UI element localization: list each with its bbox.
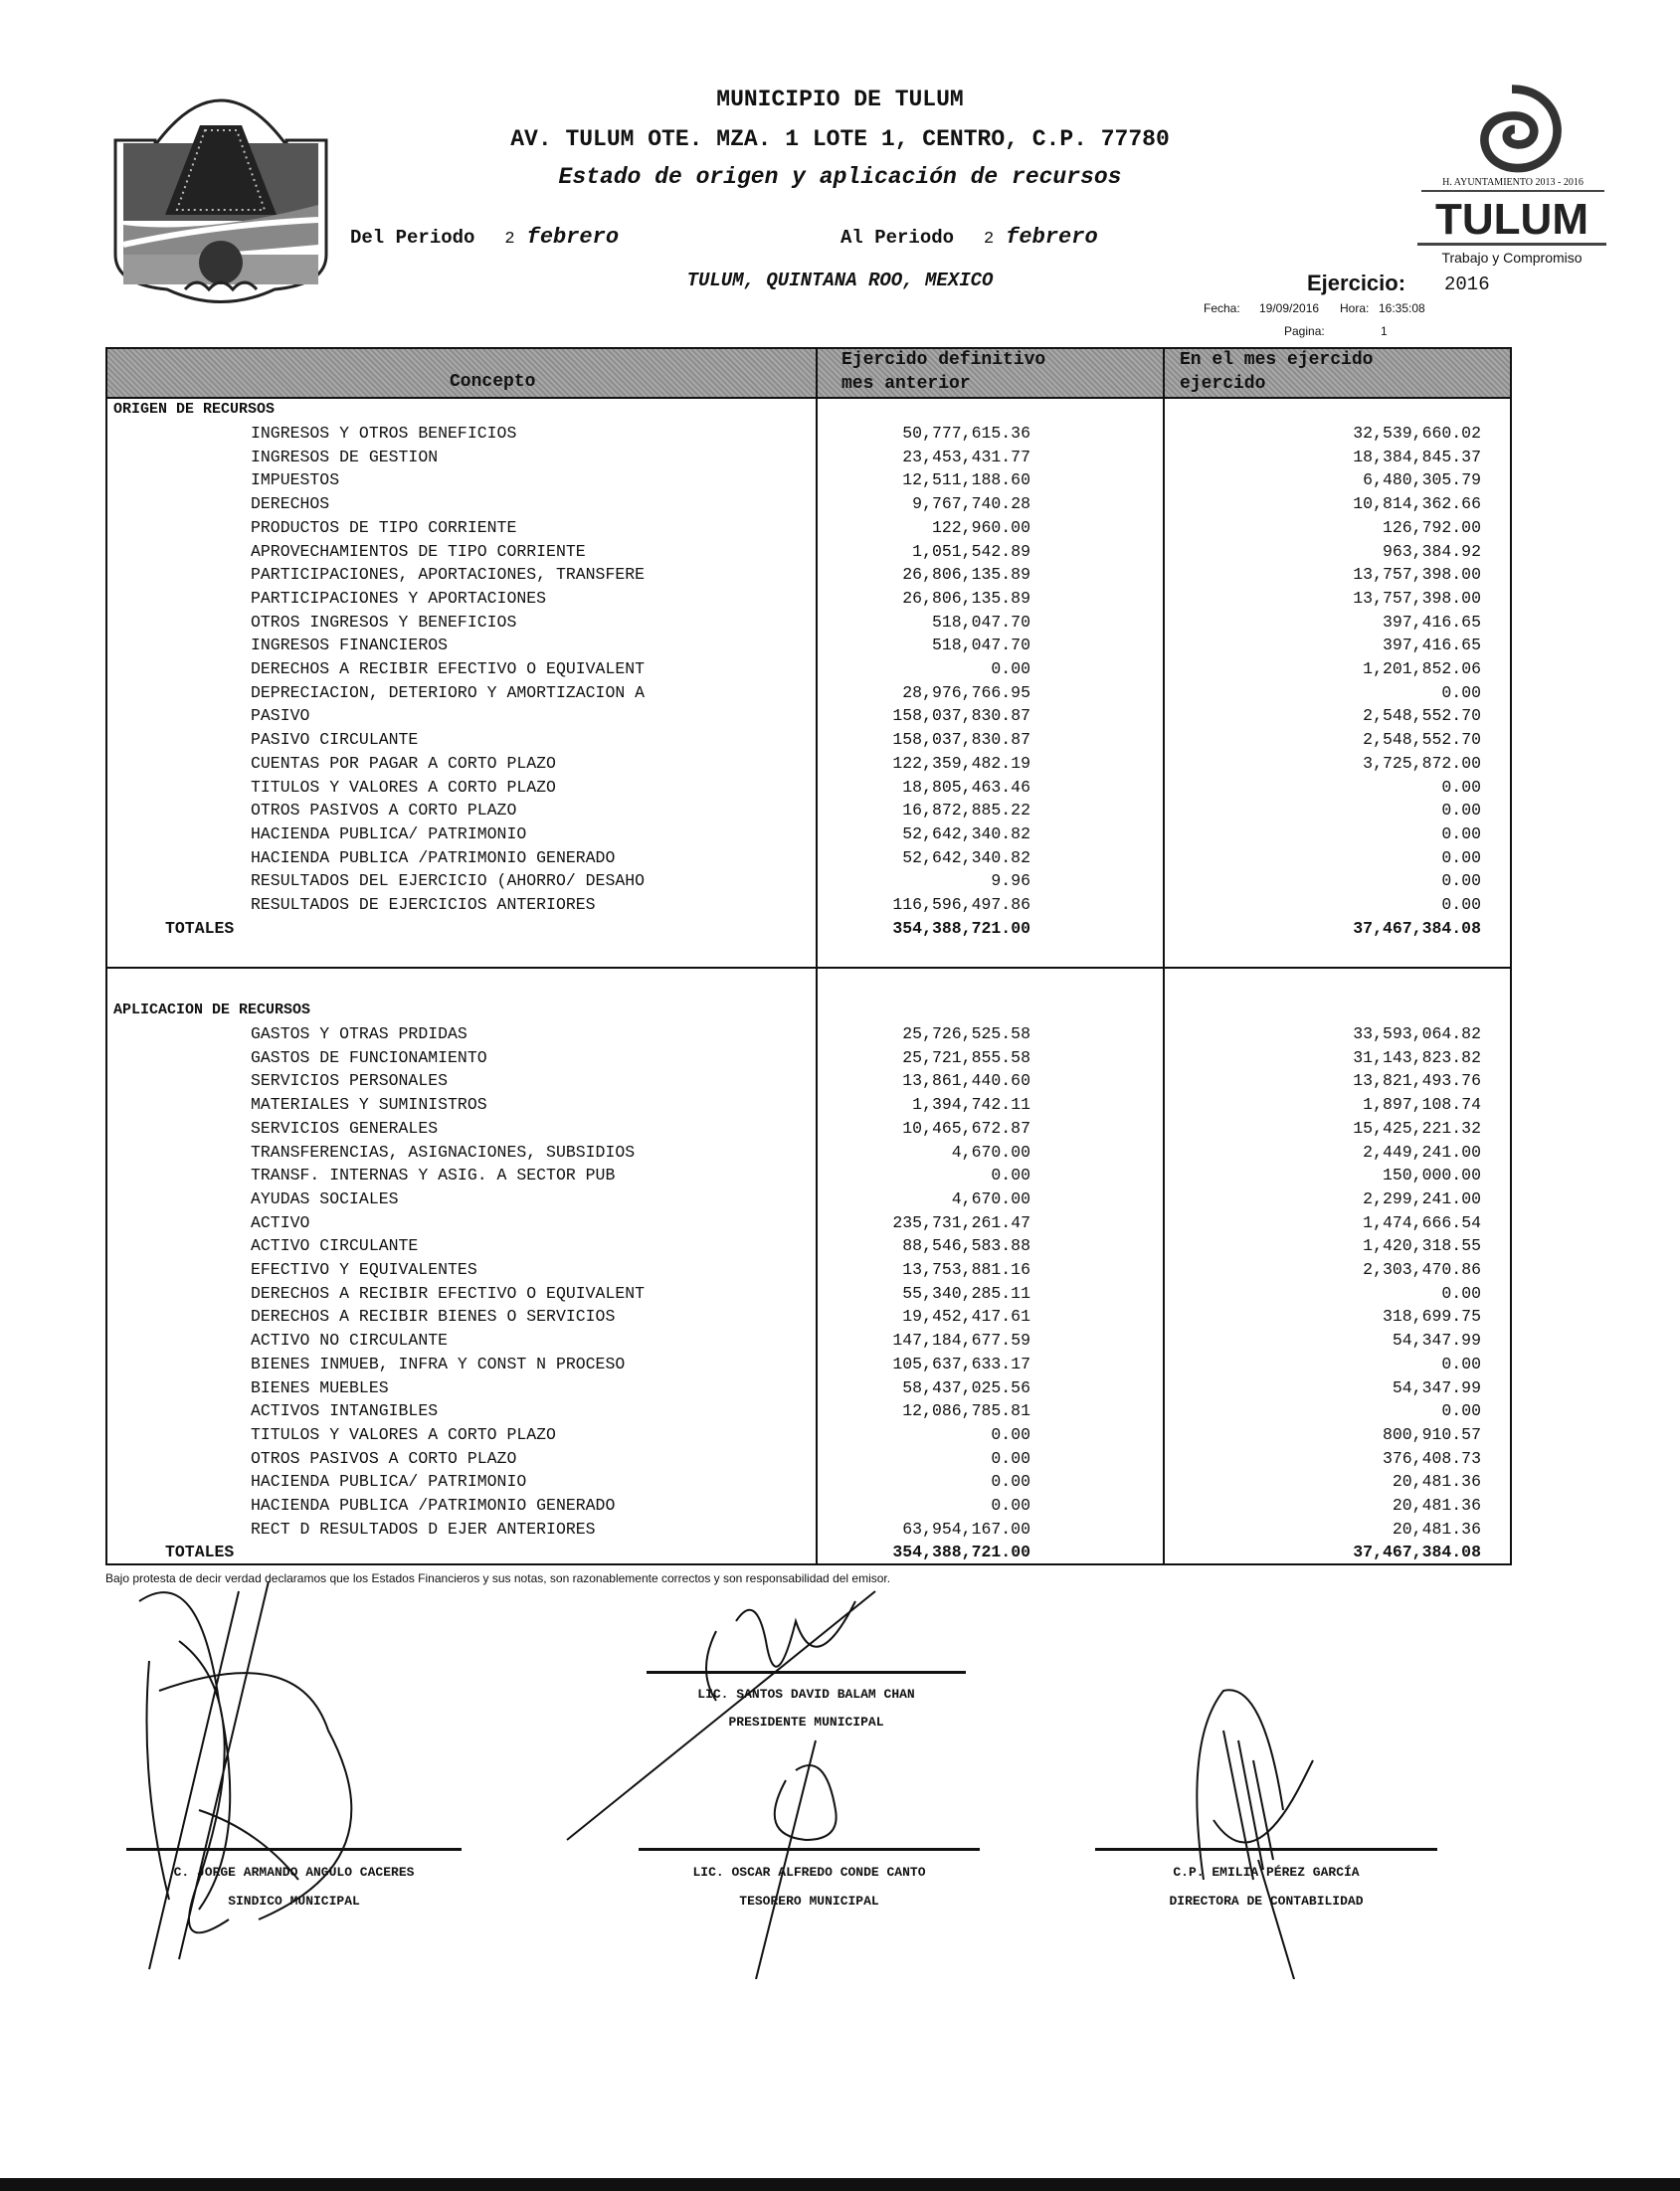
table-row [0,1117,1680,1140]
table-row [0,468,1680,491]
table-row [0,492,1680,515]
concept-cell: EFECTIVO Y EQUIVALENTES [251,1260,477,1279]
concept-cell: PRODUCTOS DE TIPO CORRIENTE [251,517,517,537]
period-to-day: 2 [984,230,995,249]
ejercicio-value: 2016 [1444,274,1490,295]
prior-month-amount-cell: 0.00 [991,1424,1030,1444]
current-month-amount-cell: 13,757,398.00 [1353,565,1481,585]
concept-cell: HACIENDA PUBLICA /PATRIMONIO GENERADO [251,847,616,867]
current-month-amount-cell: 376,408.73 [1382,1448,1481,1468]
prior-month-amount-cell: 12,511,188.60 [902,470,1030,490]
table-row [0,1046,1680,1069]
concept-cell: CUENTAS POR PAGAR A CORTO PLAZO [251,753,556,773]
table-row [0,1141,1680,1164]
concept-cell: OTROS PASIVOS A CORTO PLAZO [251,801,517,821]
concept-cell: HACIENDA PUBLICA /PATRIMONIO GENERADO [251,1496,616,1515]
table-row [0,1282,1680,1305]
table-row [0,728,1680,751]
section-divider [105,967,1512,969]
concept-cell: SERVICIOS GENERALES [251,1118,439,1138]
concept-cell: OTROS INGRESOS Y BENEFICIOS [251,612,517,632]
prior-month-amount-cell: 518,047.70 [931,612,1030,632]
concept-cell: INGRESOS FINANCIEROS [251,636,449,655]
table-row [0,1258,1680,1281]
fecha-label: Fecha: [1204,301,1240,315]
concept-cell: ACTIVO CIRCULANTE [251,1236,419,1256]
current-month-amount-cell: 37,467,384.08 [1353,1543,1481,1562]
table-row [0,1353,1680,1375]
table-row [0,681,1680,704]
totals-row [0,1541,1680,1563]
concept-cell: PARTICIPACIONES Y APORTACIONES [251,588,547,608]
current-month-amount-cell: 2,548,552.70 [1363,706,1481,726]
concept-cell: GASTOS DE FUNCIONAMIENTO [251,1047,487,1067]
prior-month-amount-cell: 10,465,672.87 [902,1118,1030,1138]
scan-edge-bar [0,2178,1680,2191]
current-month-amount-cell: 397,416.65 [1382,612,1481,632]
period-from-day: 2 [504,230,515,249]
concept-cell: MATERIALES Y SUMINISTROS [251,1095,487,1115]
concept-cell: TOTALES [165,918,235,938]
period-to [840,225,1098,253]
table-row [0,1187,1680,1210]
current-month-amount-cell: 13,821,493.76 [1353,1071,1481,1091]
current-month-amount-cell: 150,000.00 [1382,1166,1481,1186]
col-header-concepto: Concepto [450,372,536,392]
table-row [0,634,1680,656]
concept-cell: DERECHOS A RECIBIR EFECTIVO O EQUIVALENT [251,659,646,678]
prior-month-amount-cell: 13,861,440.60 [902,1071,1030,1091]
document-address: AV. TULUM OTE. MZA. 1 LOTE 1, CENTRO, C.P. 77780 [510,126,1170,152]
hora-value: 16:35:08 [1379,301,1425,315]
prior-month-amount-cell: 0.00 [991,1448,1030,1468]
table-row [0,1093,1680,1116]
concept-cell: ACTIVOS INTANGIBLES [251,1401,439,1421]
table-row [0,1329,1680,1352]
signature-line-sindico [126,1848,462,1851]
current-month-amount-cell: 54,347.99 [1392,1377,1481,1397]
concept-cell: DERECHOS A RECIBIR EFECTIVO O EQUIVALENT [251,1283,646,1303]
current-month-amount-cell: 0.00 [1441,1354,1481,1373]
prior-month-amount-cell: 354,388,721.00 [892,1543,1030,1562]
table-row [0,611,1680,634]
concept-cell: GASTOS Y OTRAS PRDIDAS [251,1024,467,1043]
table-row [0,704,1680,727]
table-row [0,1494,1680,1517]
concept-cell: BIENES MUEBLES [251,1377,389,1397]
current-month-amount-cell: 6,480,305.79 [1363,470,1481,490]
current-month-amount-cell: 20,481.36 [1392,1496,1481,1515]
concept-cell: IMPUESTOS [251,470,340,490]
current-month-amount-cell: 2,303,470.86 [1363,1260,1481,1279]
table-row [0,1234,1680,1257]
hora-label: Hora: [1340,301,1370,315]
current-month-amount-cell: 10,814,362.66 [1353,494,1481,514]
signer-name-contabilidad: C.P. EMILIA PÉREZ GARCÍA [1173,1865,1360,1880]
table-row [0,1069,1680,1092]
location: TULUM, QUINTANA ROO, MEXICO [686,270,994,291]
section-title-aplicacion: APLICACION DE RECURSOS [113,1002,311,1018]
table-row [0,1376,1680,1399]
current-month-amount-cell: 54,347.99 [1392,1331,1481,1351]
col-header-b-line1: En el mes ejercido [1180,350,1374,370]
prior-month-amount-cell: 13,753,881.16 [902,1260,1030,1279]
prior-month-amount-cell: 518,047.70 [931,636,1030,655]
current-month-amount-cell: 3,725,872.00 [1363,753,1481,773]
table-row [0,1518,1680,1541]
prior-month-amount-cell: 158,037,830.87 [892,730,1030,750]
current-month-amount-cell: 0.00 [1441,1401,1481,1421]
table-row [0,516,1680,539]
concept-cell: TRANSF. INTERNAS Y ASIG. A SECTOR PUB [251,1166,616,1186]
signer-role-tesorero: TESORERO MUNICIPAL [739,1894,879,1909]
period-from-month: febrero [526,225,620,250]
current-month-amount-cell: 20,481.36 [1392,1519,1481,1539]
concept-cell: ACTIVO [251,1212,310,1232]
table-row [0,422,1680,445]
prior-month-amount-cell: 26,806,135.89 [902,565,1030,585]
table-row [0,752,1680,775]
period-to-label: Al Periodo [840,227,955,249]
handwritten-signatures [0,1581,1680,1979]
prior-month-amount-cell: 122,960.00 [931,517,1030,537]
prior-month-amount-cell: 50,777,615.36 [902,424,1030,443]
col-header-a-line1: Ejercido definitivo [841,350,1046,370]
table-row [0,1447,1680,1470]
pagina-value: 1 [1381,324,1388,338]
disclaimer: Bajo protesta de decir verdad declaramos que los Estados Financieros y sus notas, son razonablemente correctos y son responsabilidad del emisor. [105,1571,891,1585]
concept-cell: AYUDAS SOCIALES [251,1188,399,1208]
prior-month-amount-cell: 1,051,542.89 [912,541,1030,561]
current-month-amount-cell: 31,143,823.82 [1353,1047,1481,1067]
current-month-amount-cell: 0.00 [1441,847,1481,867]
current-month-amount-cell: 0.00 [1441,777,1481,797]
ejercicio-label: Ejercicio: [1307,271,1406,295]
table-row [0,563,1680,586]
concept-cell: INGRESOS Y OTROS BENEFICIOS [251,424,517,443]
prior-month-amount-cell: 18,805,463.46 [902,777,1030,797]
table-row [0,446,1680,468]
current-month-amount-cell: 963,384.92 [1382,541,1481,561]
prior-month-amount-cell: 12,086,785.81 [902,1401,1030,1421]
current-month-amount-cell: 1,420,318.55 [1363,1236,1481,1256]
concept-cell: PARTICIPACIONES, APORTACIONES, TRANSFERE [251,565,646,585]
concept-cell: BIENES INMUEB, INFRA Y CONST N PROCESO [251,1354,626,1373]
table-row [0,1470,1680,1493]
concept-cell: PASIVO CIRCULANTE [251,730,419,750]
concept-cell: APROVECHAMIENTOS DE TIPO CORRIENTE [251,541,586,561]
current-month-amount-cell: 15,425,221.32 [1353,1118,1481,1138]
signer-name-presidente: LIC. SANTOS DAVID BALAM CHAN [697,1687,915,1702]
table-row [0,799,1680,822]
fecha-value: 19/09/2016 [1259,301,1320,315]
current-month-amount-cell: 20,481.36 [1392,1472,1481,1492]
table-row [0,540,1680,563]
table-row [0,1399,1680,1422]
prior-month-amount-cell: 58,437,025.56 [902,1377,1030,1397]
current-month-amount-cell: 2,548,552.70 [1363,730,1481,750]
table-row [0,1164,1680,1187]
signer-role-presidente: PRESIDENTE MUNICIPAL [728,1715,884,1730]
concept-cell: TITULOS Y VALORES A CORTO PLAZO [251,777,556,797]
prior-month-amount-cell: 9.96 [991,871,1030,891]
logo-top-text: H. AYUNTAMIENTO 2013 - 2016 [1421,177,1604,192]
prior-month-amount-cell: 52,642,340.82 [902,823,1030,843]
section-title-origen: ORIGEN DE RECURSOS [113,401,276,418]
current-month-amount-cell: 32,539,660.02 [1353,424,1481,443]
pagina-label: Pagina: [1284,324,1325,338]
prior-month-amount-cell: 52,642,340.82 [902,847,1030,867]
current-month-amount-cell: 2,299,241.00 [1363,1188,1481,1208]
period-to-month: febrero [1006,225,1098,250]
prior-month-amount-cell: 116,596,497.86 [892,895,1030,914]
concept-cell: RESULTADOS DE EJERCICIOS ANTERIORES [251,895,596,914]
concept-cell: RECT D RESULTADOS D EJER ANTERIORES [251,1519,596,1539]
signer-role-sindico: SINDICO MUNICIPAL [228,1894,360,1909]
prior-month-amount-cell: 4,670.00 [951,1188,1030,1208]
prior-month-amount-cell: 354,388,721.00 [892,918,1030,938]
current-month-amount-cell: 13,757,398.00 [1353,588,1481,608]
concept-cell: INGRESOS DE GESTION [251,447,439,466]
current-month-amount-cell: 0.00 [1441,871,1481,891]
current-month-amount-cell: 0.00 [1441,1283,1481,1303]
concept-cell: DERECHOS A RECIBIR BIENES O SERVICIOS [251,1307,616,1327]
logo-tagline: Trabajo y Compromiso [1441,250,1583,266]
current-month-amount-cell: 0.00 [1441,895,1481,914]
prior-month-amount-cell: 23,453,431.77 [902,447,1030,466]
current-month-amount-cell: 1,474,666.54 [1363,1212,1481,1232]
prior-month-amount-cell: 19,452,417.61 [902,1307,1030,1327]
period-from-label: Del Periodo [350,227,475,249]
current-month-amount-cell: 2,449,241.00 [1363,1142,1481,1162]
prior-month-amount-cell: 26,806,135.89 [902,588,1030,608]
signer-name-tesorero: LIC. OSCAR ALFREDO CONDE CANTO [692,1865,926,1880]
signer-role-contabilidad: DIRECTORA DE CONTABILIDAD [1169,1894,1364,1909]
table-row [0,1423,1680,1446]
prior-month-amount-cell: 28,976,766.95 [902,682,1030,702]
concept-cell: TITULOS Y VALORES A CORTO PLAZO [251,1424,556,1444]
current-month-amount-cell: 18,384,845.37 [1353,447,1481,466]
table-row [0,587,1680,610]
concept-cell: HACIENDA PUBLICA/ PATRIMONIO [251,823,527,843]
prior-month-amount-cell: 16,872,885.22 [902,801,1030,821]
prior-month-amount-cell: 122,359,482.19 [892,753,1030,773]
prior-month-amount-cell: 4,670.00 [951,1142,1030,1162]
col-header-a-line2: mes anterior [841,374,971,394]
logo-name: TULUM [1417,197,1606,246]
concept-cell: TRANSFERENCIAS, ASIGNACIONES, SUBSIDIOS [251,1142,636,1162]
prior-month-amount-cell: 235,731,261.47 [892,1212,1030,1232]
prior-month-amount-cell: 25,726,525.58 [902,1024,1030,1043]
prior-month-amount-cell: 158,037,830.87 [892,706,1030,726]
concept-cell: OTROS PASIVOS A CORTO PLAZO [251,1448,517,1468]
table-row [0,822,1680,845]
col-header-b-line2: ejercido [1180,374,1266,394]
prior-month-amount-cell: 0.00 [991,1496,1030,1515]
table-row [0,893,1680,916]
prior-month-amount-cell: 105,637,633.17 [892,1354,1030,1373]
current-month-amount-cell: 33,593,064.82 [1353,1024,1481,1043]
concept-cell: HACIENDA PUBLICA/ PATRIMONIO [251,1472,527,1492]
document-subtitle: Estado de origen y aplicación de recursos [558,164,1122,190]
current-month-amount-cell: 126,792.00 [1382,517,1481,537]
current-month-amount-cell: 1,897,108.74 [1363,1095,1481,1115]
table-row [0,776,1680,799]
signer-name-sindico: C. JORGE ARMANDO ANGULO CACERES [173,1865,415,1880]
concept-cell: DERECHOS [251,494,330,514]
current-month-amount-cell: 0.00 [1441,801,1481,821]
table-row [0,1211,1680,1234]
prior-month-amount-cell: 0.00 [991,1166,1030,1186]
signature-line-contabilidad [1095,1848,1437,1851]
prior-month-amount-cell: 0.00 [991,1472,1030,1492]
prior-month-amount-cell: 1,394,742.11 [912,1095,1030,1115]
prior-month-amount-cell: 9,767,740.28 [912,494,1030,514]
concept-cell: PASIVO [251,706,310,726]
current-month-amount-cell: 0.00 [1441,823,1481,843]
concept-cell: ACTIVO NO CIRCULANTE [251,1331,449,1351]
prior-month-amount-cell: 147,184,677.59 [892,1331,1030,1351]
current-month-amount-cell: 0.00 [1441,682,1481,702]
concept-cell: DEPRECIACION, DETERIORO Y AMORTIZACION A [251,682,646,702]
table-row [0,657,1680,680]
table-row [0,869,1680,892]
current-month-amount-cell: 37,467,384.08 [1353,918,1481,938]
prior-month-amount-cell: 55,340,285.11 [902,1283,1030,1303]
prior-month-amount-cell: 88,546,583.88 [902,1236,1030,1256]
totals-row [0,917,1680,940]
prior-month-amount-cell: 25,721,855.58 [902,1047,1030,1067]
concept-cell: SERVICIOS PERSONALES [251,1071,449,1091]
document-title: MUNICIPIO DE TULUM [716,87,964,112]
concept-cell: RESULTADOS DEL EJERCICIO (AHORRO/ DESAHO [251,871,646,891]
concept-cell: TOTALES [165,1543,235,1562]
prior-month-amount-cell: 0.00 [991,659,1030,678]
table-row [0,1022,1680,1045]
prior-month-amount-cell: 63,954,167.00 [902,1519,1030,1539]
table-row [0,1305,1680,1328]
current-month-amount-cell: 397,416.65 [1382,636,1481,655]
current-month-amount-cell: 1,201,852.06 [1363,659,1481,678]
current-month-amount-cell: 800,910.57 [1382,1424,1481,1444]
current-month-amount-cell: 318,699.75 [1382,1307,1481,1327]
period-from [350,225,619,253]
signature-line-tesorero [639,1848,980,1851]
signature-line-presidente [647,1671,966,1674]
table-row [0,846,1680,869]
